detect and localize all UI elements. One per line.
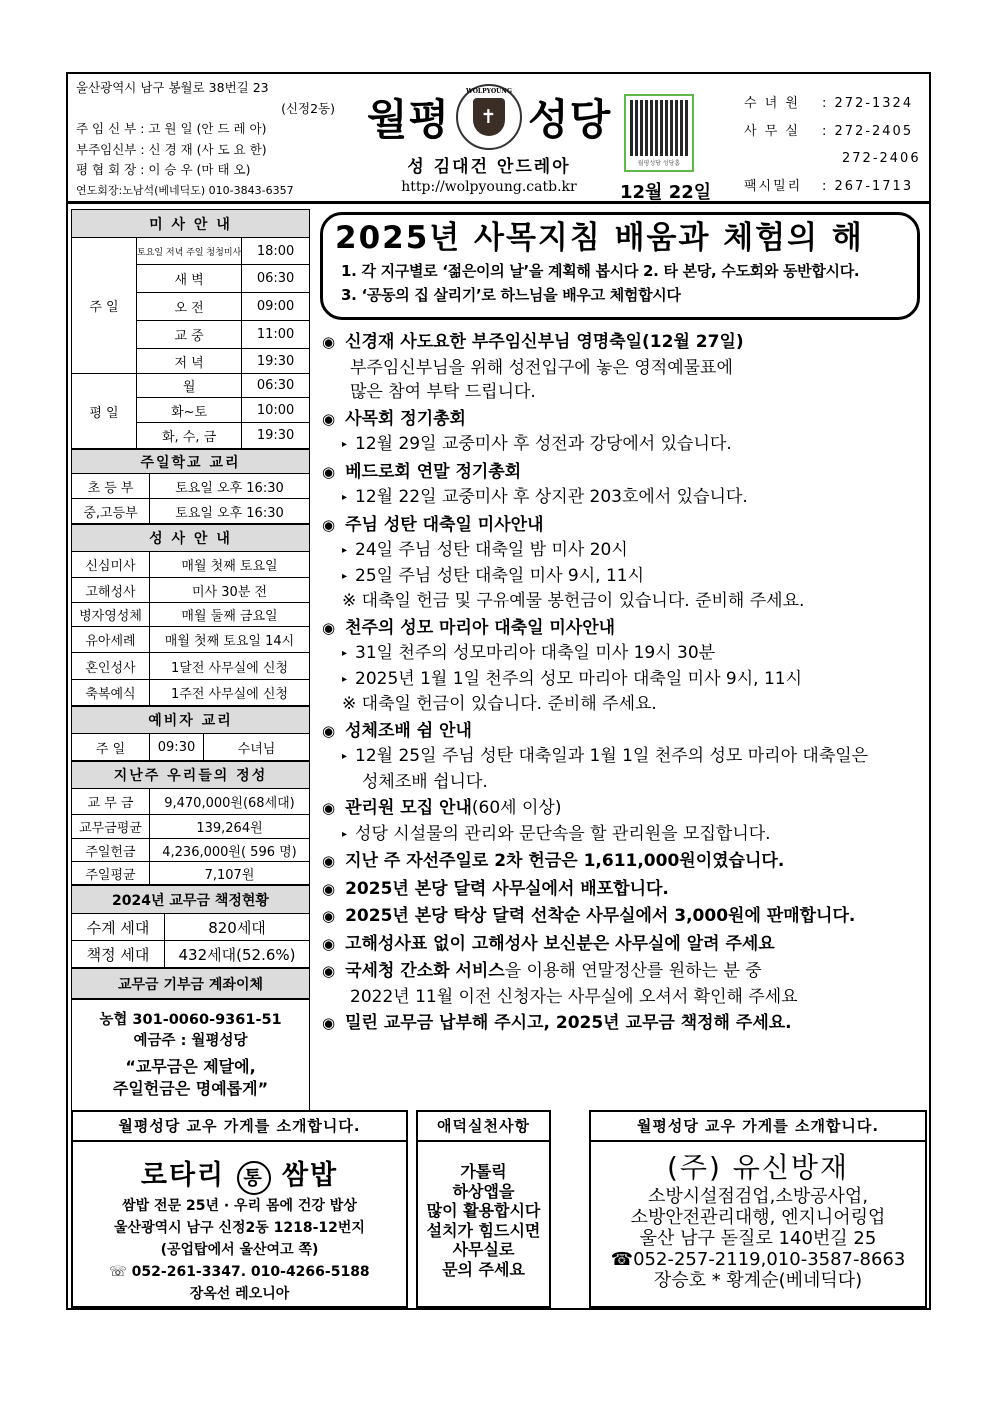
- mass-time: 09:00: [242, 293, 310, 321]
- news-item: [322, 407, 926, 458]
- triangle-bullet-icon: ▸: [342, 545, 348, 556]
- address-dong: (신정2동): [281, 100, 335, 116]
- bullet-circle-icon: ◉: [322, 879, 336, 898]
- row-value: 820세대: [165, 914, 310, 941]
- news-line: 부주임신부님을 위해 성전입구에 놓은 영적예물표에: [350, 357, 733, 378]
- church-info: [76, 78, 341, 201]
- row-label: 주일평균: [72, 862, 150, 885]
- slogan-line: “교무금은 제달에,: [125, 1057, 256, 1076]
- mass-name: 토요일 저녁 주일 청청미사: [136, 238, 241, 265]
- row-value: 미사 30분 전: [150, 578, 310, 603]
- store-line: 쌈밥 전문 25년 · 우리 몸에 건강 밥상: [122, 1198, 357, 1214]
- mass-time: 18:00: [242, 238, 310, 265]
- row-value: 1달전 사무실에 신청: [150, 653, 310, 680]
- sunday-label: 주 일: [72, 238, 137, 374]
- header: [68, 74, 929, 204]
- store-line: 울산 남구 돋질로 140번길 25: [639, 1228, 877, 1249]
- store-line: 울산광역시 남구 신정2동 1218-12번지: [114, 1220, 365, 1236]
- store-line: 소방시설점검업,소방공사업,: [647, 1186, 869, 1207]
- contact-value: : 272-2405: [822, 123, 914, 139]
- row-label: 축복예식: [72, 680, 150, 706]
- triangle-bullet-icon: ▸: [342, 828, 348, 840]
- ad-header: 월평성당 교우 가게를 소개합니다.: [73, 1112, 406, 1142]
- charity-header: 애덕실천사항: [418, 1112, 549, 1142]
- charity-line: 가톨릭: [460, 1162, 507, 1181]
- news-title-suffix: 을 이용해 연말정산를 원하는 분 중: [504, 961, 762, 981]
- news-item: [322, 513, 926, 614]
- news-item: [322, 616, 926, 717]
- news-title: 천주의 성모 마리아 대축일 미사안내: [345, 617, 616, 638]
- news-title: 주님 성탄 대축일 미사안내: [345, 514, 544, 535]
- bank-account: 농협 301-0060-9361-51: [99, 1012, 282, 1028]
- news-title: 관리원 모집 안내: [345, 798, 472, 818]
- mass-time: 19:30: [242, 349, 310, 374]
- row-label: 수계 세대: [72, 914, 165, 941]
- row-label: 교무금평균: [72, 815, 150, 839]
- row-value: 토요일 오후 16:30: [150, 474, 310, 499]
- store-owner: 장옥선 레오니아: [189, 1286, 290, 1302]
- store-owner: 장승호 * 황계순(베네딕다): [653, 1270, 863, 1291]
- news-item: [322, 460, 926, 511]
- store-name: 로타리: [140, 1160, 226, 1191]
- news-line: 2022년 11월 이전 신청자는 사무실에 오셔서 확인해 주세요: [350, 986, 798, 1007]
- bullet-circle-icon: ◉: [322, 721, 336, 740]
- row-value: 4,236,000원( 596 명): [150, 839, 310, 862]
- news-item: [322, 849, 926, 875]
- mass-name: 교 중: [136, 321, 241, 349]
- bullet-circle-icon: ◉: [322, 333, 336, 351]
- row-value: 1주전 사무실에 신청: [150, 680, 310, 706]
- bullet-circle-icon: ◉: [322, 515, 336, 534]
- section-title: 미 사 안 내: [72, 210, 310, 238]
- row-label: 교 무 금: [72, 789, 150, 815]
- news-title: 신경재 사도요한 부주임신부님 영명축일(12월 27일): [345, 332, 744, 352]
- row-value: 매월 둘째 금요일: [150, 603, 310, 627]
- news-item: [322, 959, 926, 1009]
- contact-value: : 272-1324: [822, 96, 914, 111]
- pastoral-theme-banner: [320, 212, 920, 320]
- contact-value: 272-2406: [842, 151, 921, 166]
- church-name-1: 월평: [366, 95, 450, 144]
- triangle-bullet-icon: ▸: [342, 570, 348, 582]
- mass-name: 저 녁: [136, 349, 241, 374]
- news-note: ※ 대축일 헌금 및 구유예물 봉헌금이 있습니다. 준비해 주세요.: [342, 591, 805, 611]
- triangle-bullet-icon: ▸: [342, 673, 348, 685]
- news-item: [322, 932, 926, 958]
- news-item: [322, 796, 926, 847]
- section-title: 성 사 안 내: [72, 525, 310, 552]
- church-logo: [358, 84, 620, 195]
- account-info: [71, 999, 310, 1112]
- store-ad-yushin: [589, 1110, 927, 1308]
- mass-name: 오 전: [136, 293, 241, 321]
- news-title: 베드로회 연말 정기총회: [345, 461, 522, 482]
- row-value: 432세대(52.6%): [165, 941, 310, 968]
- charity-line: 사무실로: [452, 1240, 515, 1259]
- region-head: 연도회장:노남석(베네딕도) 010-3843-6357: [76, 183, 294, 197]
- row-label: 책정 세대: [72, 941, 165, 968]
- triangle-bullet-icon: ▸: [342, 751, 348, 762]
- contact-label: 팩시밀리: [744, 178, 803, 194]
- news-item: [322, 1011, 926, 1037]
- row-label: 유아세례: [72, 627, 150, 653]
- sunday-school: [71, 449, 310, 524]
- news-title: 지난 주 자선주일로 2차 헌금은 1,611,000원이였습니다.: [345, 851, 785, 871]
- row-value: 매월 첫째 토요일: [150, 552, 310, 578]
- church-name-2: 성당: [528, 95, 612, 144]
- store-name: (주) 유신방재: [667, 1151, 849, 1184]
- news-title: 고해성사표 없이 고해성사 보신분은 사무실에 알려 주세요: [345, 933, 775, 954]
- account-holder: 예금주 : 월평성당: [133, 1033, 248, 1049]
- assistant-pastor: 부주임신부 : 신 경 재 (사 도 요 한): [76, 141, 267, 157]
- section-title: 예비자 교리: [72, 707, 310, 734]
- news-line: 12월 29일 교중미사 후 성전과 강당에서 있습니다.: [355, 434, 732, 454]
- news-line: 많은 참여 부탁 드립니다.: [350, 382, 536, 402]
- charity-box: [416, 1110, 551, 1308]
- patron-saint: 성 김대건 안드레아: [407, 157, 571, 177]
- banner-guideline: 3. ‘공동의 집 살리기’로 하느님을 배우고 체험합시다: [341, 286, 681, 304]
- sidebar: [71, 209, 310, 1112]
- news-line: 31일 천주의 성모마리아 대축일 미사 19시 30분: [355, 643, 716, 663]
- class-day: 주 일: [72, 734, 150, 761]
- row-label: 중,고등부: [72, 499, 150, 524]
- triangle-bullet-icon: ▸: [342, 492, 348, 503]
- contact-label: 수 녀 원: [744, 96, 800, 111]
- news-line: 24일 주님 성탄 대축일 밤 미사 20시: [355, 540, 628, 560]
- bullet-circle-icon: ◉: [322, 852, 336, 870]
- qr-caption: 월평성당 성당홈: [637, 160, 681, 167]
- store-phone: ☏ 052-261-3347. 010-4266-5188: [109, 1264, 370, 1280]
- sacrament-guide: [71, 524, 310, 706]
- banner-guideline: 1. 각 지구별로 ‘젊은이의 날’을 계획해 봅시다 2. 타 본당, 수도회와 동반합시다.: [341, 262, 860, 280]
- main-content: [314, 209, 926, 1039]
- dues-status: [71, 885, 310, 968]
- mass-time: 19:30: [242, 423, 310, 449]
- news-line: 12월 22일 교중미사 후 상지관 203호에서 있습니다.: [355, 487, 748, 507]
- catechumen-class: [71, 706, 310, 761]
- qr-code: [624, 94, 694, 172]
- news-item: [322, 330, 926, 405]
- row-label: 주일헌금: [72, 839, 150, 862]
- bullet-circle-icon: ◉: [322, 799, 336, 817]
- class-time: 09:30: [150, 734, 204, 761]
- store-name: 쌈밥: [281, 1160, 339, 1191]
- row-value: 7,107원: [150, 862, 310, 885]
- news-line: 성체조배 쉽니다.: [362, 771, 488, 792]
- news-item: [322, 719, 926, 795]
- qr-code-icon: [630, 100, 688, 156]
- news-line: 2025년 1월 1일 천주의 성모 마리아 대축일 미사 9시, 11시: [355, 668, 803, 689]
- charity-line: 하상앱을: [452, 1181, 515, 1201]
- mass-name: 화, 수, 금: [136, 423, 241, 449]
- triangle-bullet-icon: ▸: [342, 439, 348, 450]
- class-teacher: 수녀님: [204, 734, 310, 761]
- section-title: 지난주 우리들의 정성: [72, 762, 310, 789]
- contact-value: : 267-1713: [822, 178, 914, 194]
- address: 울산광역시 남구 봉월로 38번길 23: [76, 80, 269, 95]
- news-list: [314, 330, 926, 1037]
- pastor: 주 임 신 부 : 고 원 일 (안 드 레 아): [76, 121, 267, 136]
- charity-line: 많이 활용합시다: [426, 1201, 541, 1220]
- bullet-circle-icon: ◉: [322, 934, 336, 953]
- slogan-line: 주일헌금은 명예롭게”: [112, 1079, 269, 1098]
- bullet-circle-icon: ◉: [322, 462, 336, 481]
- row-label: 혼인성사: [72, 653, 150, 680]
- mass-name: 화~토: [136, 398, 241, 423]
- bullet-circle-icon: ◉: [322, 409, 336, 428]
- news-title: 2025년 본당 달력 사무실에서 배포합니다.: [345, 878, 669, 899]
- news-note: ※ 대축일 헌금이 있습니다. 준비해 주세요.: [342, 694, 657, 714]
- row-value: 토요일 오후 16:30: [150, 499, 310, 524]
- weekday-label: 평 일: [72, 374, 137, 449]
- mass-time: 10:00: [242, 398, 310, 423]
- news-title: 밀린 교무금 납부해 주시고, 2025년 교무금 책정해 주세요.: [345, 1013, 792, 1033]
- bullet-circle-icon: ◉: [322, 1014, 336, 1032]
- store-line: 소방안전관리대행, 엔지니어링업: [630, 1207, 886, 1228]
- contact-label: 사 무 실: [744, 123, 800, 139]
- news-item: [322, 904, 926, 930]
- mass-time: 06:30: [242, 374, 310, 398]
- section-title: 2024년 교무금 책정현황: [72, 886, 310, 914]
- row-label: 신심미사: [72, 552, 150, 578]
- triangle-bullet-icon: ▸: [342, 648, 348, 659]
- ad-header: 월평성당 교우 가게를 소개합니다.: [591, 1112, 925, 1142]
- contact-label: [744, 145, 842, 173]
- mass-name: 월: [136, 374, 241, 398]
- row-value: 매월 첫째 토요일 14시: [150, 627, 310, 653]
- news-title: 국세청 간소화 서비스: [345, 961, 505, 981]
- row-value: 9,470,000원(68세대): [150, 789, 310, 815]
- bulletin-date: 12월 22일: [620, 182, 712, 203]
- row-value: 139,264원: [150, 815, 310, 839]
- charity-line: 설치가 힘드시면: [426, 1220, 541, 1240]
- website-link[interactable]: http://wolpyoung.catb.kr: [401, 179, 577, 195]
- section-title: 주일학교 교리: [72, 450, 310, 474]
- mass-schedule: [71, 209, 310, 449]
- contacts: [744, 90, 921, 200]
- store-ad-rotary: [71, 1110, 408, 1308]
- row-label: 고해성사: [72, 578, 150, 603]
- store-line: (공업탑에서 울산여고 쪽): [160, 1242, 319, 1258]
- bullet-circle-icon: ◉: [322, 618, 336, 637]
- section-title: 교무금 기부금 계좌이체: [72, 969, 310, 999]
- news-line: 25일 주님 성탄 대축일 미사 9시, 11시: [355, 565, 645, 586]
- bulletin-page: [66, 72, 931, 1310]
- news-line: 성당 시설물의 관리와 문단속을 할 관리원을 모집합니다.: [355, 823, 771, 844]
- mass-time: 06:30: [242, 265, 310, 293]
- council-president: 평 협 회 장 : 이 승 우 (마 태 오): [76, 162, 251, 177]
- church-seal-icon: WOLPYOUNG ✝: [456, 84, 522, 150]
- row-label: 병자영성체: [72, 603, 150, 627]
- account-transfer: [71, 968, 310, 999]
- store-badge: 통: [237, 1161, 271, 1195]
- mass-name: 새 벽: [136, 265, 241, 293]
- mass-time: 11:00: [242, 321, 310, 349]
- store-phone: ☎052-257-2119,010-3587-8663: [610, 1249, 906, 1270]
- row-label: 초 등 부: [72, 474, 150, 499]
- news-title: 사목회 정기총회: [345, 408, 466, 429]
- bullet-circle-icon: ◉: [322, 907, 336, 925]
- offering-summary: [71, 761, 310, 885]
- banner-title: 2025년 사목지침 배움과 체험의 해: [335, 220, 864, 256]
- news-item: [322, 877, 926, 903]
- news-title-suffix: (60세 이상): [471, 798, 562, 818]
- bullet-circle-icon: ◉: [322, 962, 336, 980]
- news-title: 2025년 본당 탁상 달력 선착순 사무실에서 3,000원에 판매합니다.: [345, 906, 856, 926]
- charity-line: 문의 주세요: [442, 1259, 525, 1279]
- news-title: 성체조배 쉼 안내: [345, 720, 472, 741]
- news-line: 12월 25일 주님 성탄 대축일과 1월 1일 천주의 성모 마리아 대축일은: [355, 746, 869, 766]
